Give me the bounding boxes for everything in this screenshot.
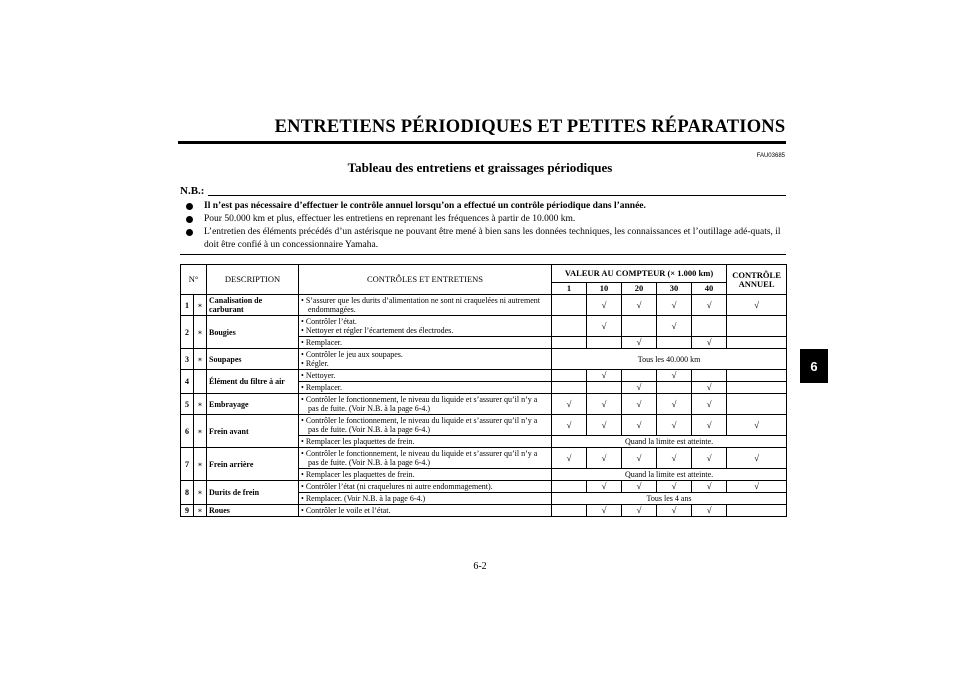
check-mark-icon: √ bbox=[587, 316, 622, 337]
check-mark-icon: √ bbox=[692, 337, 727, 349]
reference-code: FAU03685 bbox=[756, 153, 785, 159]
row-control-text: • Remplacer les plaquettes de frein. bbox=[299, 436, 552, 448]
check-mark-icon: √ bbox=[657, 370, 692, 382]
check-mark-icon: √ bbox=[587, 505, 622, 517]
row-description: Frein arrière bbox=[207, 448, 299, 481]
row-number: 4 bbox=[181, 370, 194, 394]
check-mark-icon: √ bbox=[657, 448, 692, 469]
row-number: 2 bbox=[181, 316, 194, 349]
empty-cell bbox=[727, 370, 787, 382]
table-row bbox=[181, 316, 787, 337]
empty-cell bbox=[587, 382, 622, 394]
bullet-icon bbox=[186, 216, 193, 223]
maintenance-table bbox=[180, 264, 787, 517]
interval-text: Quand la limite est atteinte. bbox=[552, 469, 787, 481]
row-number: 8 bbox=[181, 481, 194, 505]
page-header-title: ENTRETIENS PÉRIODIQUES ET PETITES RÉPARATIONS bbox=[274, 117, 786, 137]
interval-text: Tous les 4 ans bbox=[552, 493, 787, 505]
header-km: 10 bbox=[587, 283, 622, 295]
check-mark-icon: √ bbox=[657, 505, 692, 517]
row-number: 9 bbox=[181, 505, 194, 517]
table-row bbox=[181, 505, 787, 517]
bullet-icon bbox=[186, 229, 193, 236]
asterisk-icon: ∗ bbox=[194, 349, 207, 370]
check-mark-icon: √ bbox=[692, 481, 727, 493]
table-row bbox=[181, 295, 787, 316]
asterisk-icon bbox=[194, 370, 207, 394]
check-mark-icon: √ bbox=[622, 337, 657, 349]
row-control-text: • Contrôler le fonctionnement, le niveau du liquide et s’assurer qu’il n’y a pas de fuite. (Voir N.B. à la page 6-4.) bbox=[299, 394, 552, 415]
asterisk-icon: ∗ bbox=[194, 394, 207, 415]
nb-note: L’entretien des éléments précédés d’un astérisque ne pouvant être mené à bien sans les données techniques, les connaissances et l’outillage adé-quats, il doit être confié à un concessionnaire Yamaha. bbox=[186, 226, 786, 252]
check-mark-icon: √ bbox=[622, 481, 657, 493]
nb-note: Il n’est pas nécessaire d’effectuer le contrôle annuel lorsqu’on a effectué un contrôle périodique dans l’année. bbox=[186, 200, 786, 213]
row-number: 3 bbox=[181, 349, 194, 370]
row-description: Élément du filtre à air bbox=[207, 370, 299, 394]
table-header-row bbox=[181, 265, 787, 283]
check-mark-icon: √ bbox=[657, 415, 692, 436]
check-mark-icon: √ bbox=[622, 448, 657, 469]
check-mark-icon: √ bbox=[692, 505, 727, 517]
header-km: 20 bbox=[622, 283, 657, 295]
table-body bbox=[181, 265, 787, 517]
row-number: 7 bbox=[181, 448, 194, 481]
check-mark-icon: √ bbox=[587, 295, 622, 316]
bullet-icon bbox=[186, 203, 193, 210]
row-description: Canalisation de carburant bbox=[207, 295, 299, 316]
empty-cell bbox=[622, 370, 657, 382]
check-mark-icon: √ bbox=[622, 382, 657, 394]
row-control-text: • Remplacer les plaquettes de frein. bbox=[299, 469, 552, 481]
check-mark-icon: √ bbox=[657, 394, 692, 415]
row-control-text: • Contrôler le fonctionnement, le niveau du liquide et s’assurer qu’il n’y a pas de fuite. (Voir N.B. à la page 6-4.) bbox=[299, 448, 552, 469]
empty-cell bbox=[657, 382, 692, 394]
row-control-text: • Remplacer. (Voir N.B. à la page 6-4.) bbox=[299, 493, 552, 505]
check-mark-icon: √ bbox=[657, 295, 692, 316]
check-mark-icon: √ bbox=[552, 448, 587, 469]
empty-cell bbox=[552, 295, 587, 316]
check-mark-icon: √ bbox=[552, 415, 587, 436]
empty-cell bbox=[727, 394, 787, 415]
row-control-text: • Contrôler le jeu aux soupapes. • Régler. bbox=[299, 349, 552, 370]
row-control-text: • Remplacer. bbox=[299, 337, 552, 349]
nb-end-rule bbox=[180, 254, 786, 255]
check-mark-icon: √ bbox=[587, 370, 622, 382]
header-km: 1 bbox=[552, 283, 587, 295]
check-mark-icon: √ bbox=[587, 415, 622, 436]
asterisk-icon: ∗ bbox=[194, 505, 207, 517]
table-row bbox=[181, 394, 787, 415]
empty-cell bbox=[692, 370, 727, 382]
interval-text: Tous les 40.000 km bbox=[552, 349, 787, 370]
nb-notes bbox=[186, 200, 786, 252]
empty-cell bbox=[692, 316, 727, 337]
header-description: DESCRIPTION bbox=[207, 265, 299, 295]
empty-cell bbox=[552, 382, 587, 394]
table-row bbox=[181, 349, 787, 370]
empty-cell bbox=[727, 316, 787, 337]
empty-cell bbox=[727, 505, 787, 517]
row-number: 6 bbox=[181, 415, 194, 448]
asterisk-icon: ∗ bbox=[194, 295, 207, 316]
row-description: Durits de frein bbox=[207, 481, 299, 505]
check-mark-icon: √ bbox=[727, 448, 787, 469]
table-row bbox=[181, 370, 787, 382]
row-description: Bougies bbox=[207, 316, 299, 349]
table-row bbox=[181, 448, 787, 469]
nb-note: Pour 50.000 km et plus, effectuer les entretiens en reprenant les fréquences à partir de 10.000 km. bbox=[186, 213, 786, 226]
check-mark-icon: √ bbox=[622, 295, 657, 316]
row-control-text: • Contrôler le fonctionnement, le niveau du liquide et s’assurer qu’il n’y a pas de fuite. (Voir N.B. à la page 6-4.) bbox=[299, 415, 552, 436]
empty-cell bbox=[552, 481, 587, 493]
chapter-tab: 6 bbox=[800, 349, 828, 383]
header-rule bbox=[178, 141, 786, 144]
asterisk-icon: ∗ bbox=[194, 481, 207, 505]
check-mark-icon: √ bbox=[657, 316, 692, 337]
row-description: Soupapes bbox=[207, 349, 299, 370]
empty-cell bbox=[552, 316, 587, 337]
row-control-text: • Nettoyer. bbox=[299, 370, 552, 382]
row-number: 5 bbox=[181, 394, 194, 415]
empty-cell bbox=[552, 505, 587, 517]
check-mark-icon: √ bbox=[587, 481, 622, 493]
row-control-text: • Contrôler l’état (ni craquelures ni autre endommagement). bbox=[299, 481, 552, 493]
check-mark-icon: √ bbox=[727, 415, 787, 436]
row-description: Embrayage bbox=[207, 394, 299, 415]
row-number: 1 bbox=[181, 295, 194, 316]
table-row bbox=[181, 415, 787, 436]
check-mark-icon: √ bbox=[692, 394, 727, 415]
check-mark-icon: √ bbox=[657, 481, 692, 493]
check-mark-icon: √ bbox=[622, 505, 657, 517]
nb-rule bbox=[208, 195, 786, 196]
check-mark-icon: √ bbox=[692, 382, 727, 394]
page-number: 6-2 bbox=[473, 561, 487, 572]
check-mark-icon: √ bbox=[622, 415, 657, 436]
interval-text: Quand la limite est atteinte. bbox=[552, 436, 787, 448]
row-description: Frein avant bbox=[207, 415, 299, 448]
empty-cell bbox=[727, 337, 787, 349]
row-control-text: • Contrôler l’état. • Nettoyer et régler l’écartement des électrodes. bbox=[299, 316, 552, 337]
asterisk-icon: ∗ bbox=[194, 316, 207, 349]
row-control-text: • Remplacer. bbox=[299, 382, 552, 394]
row-control-text: • Contrôler le voile et l’état. bbox=[299, 505, 552, 517]
empty-cell bbox=[552, 337, 587, 349]
empty-cell bbox=[657, 337, 692, 349]
header-controls: CONTRÔLES ET ENTRETIENS bbox=[299, 265, 552, 295]
check-mark-icon: √ bbox=[692, 415, 727, 436]
check-mark-icon: √ bbox=[552, 394, 587, 415]
check-mark-icon: √ bbox=[587, 448, 622, 469]
check-mark-icon: √ bbox=[622, 394, 657, 415]
header-no: N° bbox=[181, 265, 207, 295]
check-mark-icon: √ bbox=[727, 295, 787, 316]
section-title: Tableau des entretiens et graissages périodiques bbox=[347, 160, 613, 175]
header-km: 40 bbox=[692, 283, 727, 295]
check-mark-icon: √ bbox=[587, 394, 622, 415]
empty-cell bbox=[552, 370, 587, 382]
header-odometer: VALEUR AU COMPTEUR (× 1.000 km) bbox=[552, 265, 727, 283]
empty-cell bbox=[727, 382, 787, 394]
header-km: 30 bbox=[657, 283, 692, 295]
row-control-text: • S’assurer que les durits d’alimentation ne sont ni craquelées ni autrement endommagées. bbox=[299, 295, 552, 316]
empty-cell bbox=[622, 316, 657, 337]
asterisk-icon: ∗ bbox=[194, 415, 207, 448]
check-mark-icon: √ bbox=[727, 481, 787, 493]
asterisk-icon: ∗ bbox=[194, 448, 207, 481]
empty-cell bbox=[587, 337, 622, 349]
table-row bbox=[181, 481, 787, 493]
check-mark-icon: √ bbox=[692, 448, 727, 469]
row-description: Roues bbox=[207, 505, 299, 517]
check-mark-icon: √ bbox=[692, 295, 727, 316]
nb-label: N.B.: bbox=[180, 185, 205, 197]
header-annual: CONTRÔLE ANNUEL bbox=[727, 265, 787, 295]
